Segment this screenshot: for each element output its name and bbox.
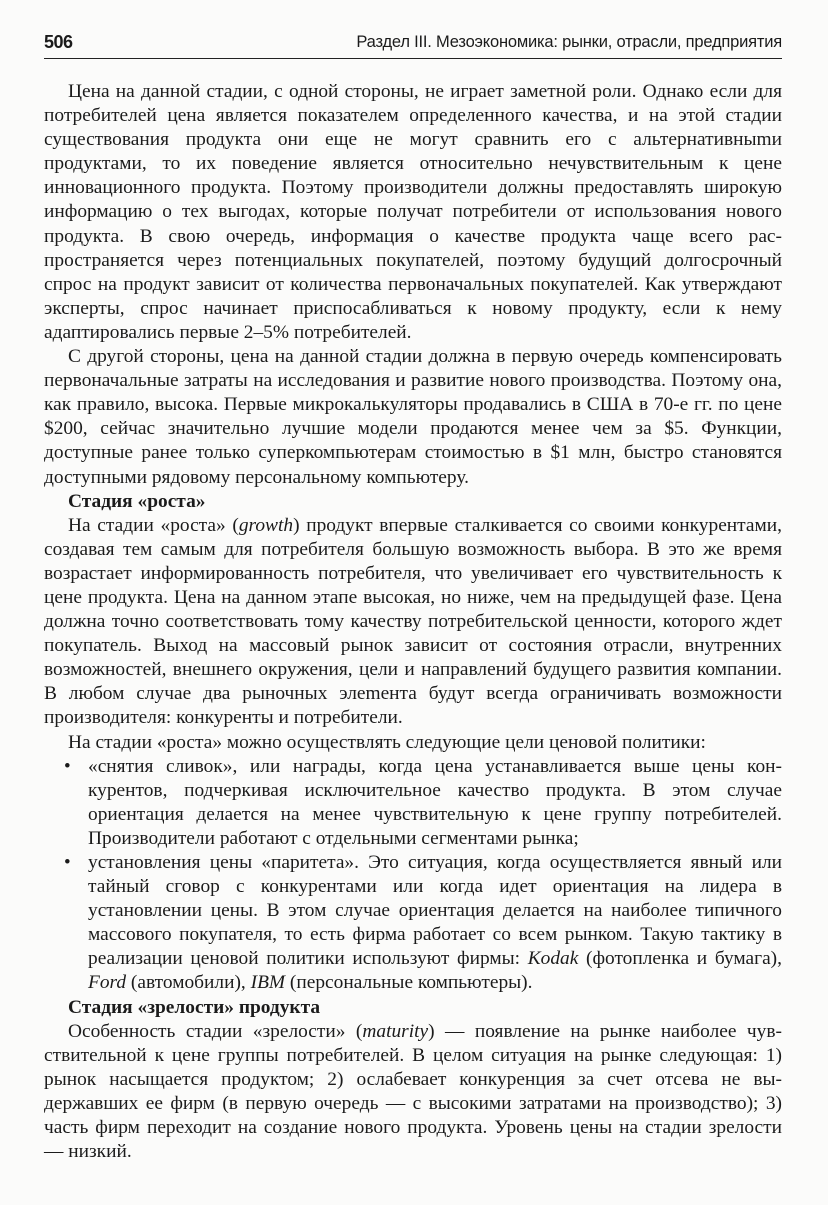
heading-growth-stage: Стадия «роста»: [68, 490, 206, 512]
page-number: 506: [44, 32, 73, 52]
brand-kodak: Kodak: [527, 948, 579, 970]
parity-text-part-d: (персональные компьютеры).: [285, 972, 533, 994]
paragraph-growth-stage: [44, 514, 782, 731]
parity-text-part-c: (автомобили),: [126, 972, 251, 994]
list-item-skimming: [44, 755, 782, 851]
paragraph-maturity-stage: [44, 1020, 782, 1165]
list-item-parity: [44, 851, 782, 996]
maturity-term: maturity: [362, 1020, 429, 1042]
growth-term: growth: [238, 514, 294, 536]
parity-text-part-b: (фотопленка и бумага),: [578, 948, 782, 970]
growth-text-part-b: ) продукт впервые сталкивается со своими конкурентами, создавая тем самым для потребителя большую возможность выбора. В это же время возрастает информированность потребителя, что увеличивает его чувствительность к цене продукта. Цена на данном этапе высокая, но ниже, чем на предыдущей фазе. Цена должна точно соответствовать тому качеству потребительской ценности, которого ждет покупатель. Выход на массовый рынок зависит от состояния отрасли, внутренних возможностей, внешнего окружения, цели и направлений будущего развития компании. В любом случае два рыночных элеmента будут всегда ограничивать возможности производителя: конкуренты и потребители.: [44, 514, 782, 729]
growth-text-part-a: На стадии «роста» (: [68, 514, 239, 536]
list-item-text: «снятия сливок», или награды, когда цена устанавливается выше цены конкурентов, подчеркивая исключительное качество продукта. В этом случае ориентация делается на менее чувствительную к цене группу потребителей. Производители работают с отдельными сегментами рынка;: [88, 755, 782, 849]
page-body: [44, 80, 782, 1164]
brand-ford: Ford: [88, 972, 127, 994]
running-head: Раздел III. Мезоэкономика: рынки, отрасли, предприятия: [356, 33, 782, 51]
bullet-icon: •: [64, 852, 71, 873]
brand-ibm: IBM: [250, 972, 286, 994]
parity-text-part-a: установления цены «паритета». Это ситуация, когда осуществляется явный или тайный сговор с конкурентами или когда идет ориентация на лидера в установлении цены. В этом случае ориентация делается на наиболее типичного массового покупателя, то есть фирма работает со всем рынком. Такую тактику в реализации ценовой политики используют фирмы:: [88, 852, 782, 970]
maturity-text-part-a: Особенность стадии «зрелости» (: [68, 1020, 363, 1042]
maturity-text-part-b: ) — появление на рынке наиболее чувствительной к цене группы потребителей. В целом ситуация на рынке следующая: 1) рынок насыщается продуктом; 2) ослабевает конкуренция за счет отсева не выдержавших ее фирм (в первую очередь — с высокими затратами на производство); 3) часть фирм переходит на создание нового продукта. Уровень цены на стадии зрелости — низкий.: [44, 1020, 782, 1163]
paragraph-growth-goals: На стадии «роста» можно осуществлять следующие цели ценовой политики:: [68, 731, 706, 753]
paragraph-cost-compensation: С другой стороны, цена на данной стадии должна в первую очередь компенсировать первоначальные затраты на исследования и развитие нового производства. Поэтому она, как правило, высока. Первые микрокалькуляторы продавались в США в 70-е гг. по цене $200, сейчас значительно лучшие модели продаются менее чем за $5. Функции, доступные ранее только суперкомпьютерам стоимостью в $1 млн, быстро становятся доступными рядовому персональному компьютеру.: [44, 346, 782, 488]
page-header: [44, 30, 782, 59]
paragraph-intro-stage-price: Цена на данной стадии, с одной стороны, не играет заметной роли. Однако если для потребителей цена является показателем определенного качества, и на этой стадии существования продукта они еще не могут сравнить его с альтернативныmи продуктами, то их поведение является относительно нечувствительным к цене инновационного продукта. Поэтому производители должны предоставлять широкую информацию о тех выгодах, которые получат потребители от использования нового продукта. В свою очередь, информация о качестве продукта чаще всего распространяется через потенциальных покупателей, поэтому будущий долгосрочный спрос на продукт зависит от количества первоначальных покупателей. Как утверждают эксперты, спрос начинает приспосабливаться к новому продукту, если к нему адаптировались первые 2–5% потребителей.: [44, 81, 782, 343]
heading-maturity-stage: Стадия «зрелости» продукта: [68, 996, 321, 1018]
bullet-icon: •: [64, 755, 71, 777]
price-policy-goals-list: [44, 755, 782, 996]
